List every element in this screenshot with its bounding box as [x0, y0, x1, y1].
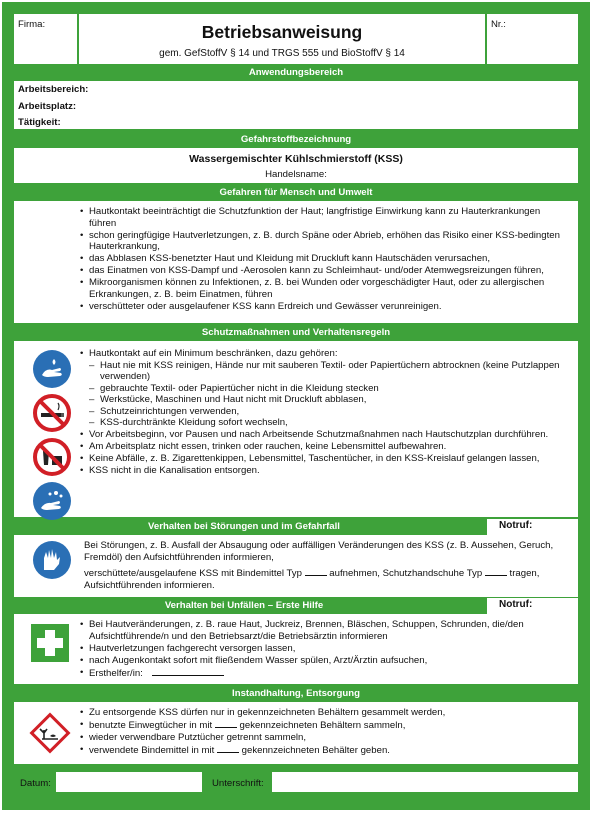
protection-list: [80, 348, 574, 477]
section-heading-schutz: Schutzmaßnahmen und Verhaltensregeln: [201, 327, 391, 338]
list-item: • benutzte Einwegtücher in mit gekennzeichneten Behältern sammeln,: [80, 719, 574, 732]
protection-sublist: [89, 360, 574, 429]
list-item: • Ersthelfer/in:: [80, 667, 574, 680]
no-smoking-icon: [32, 393, 72, 433]
stoerung-notruf-box: [487, 519, 578, 535]
sublist-item: – Haut nie mit KSS reinigen, Hände nur mit sauberen Textil- oder Papiertüchern abtrocknen (keine Putzlappen verwenden): [89, 360, 574, 383]
disposal-list: [80, 707, 574, 757]
unterschrift-label: Unterschrift:: [212, 778, 264, 789]
operating-instructions-sheet: [2, 2, 590, 810]
firma-label: Firma:: [18, 19, 46, 30]
list-item: • schon geringfügige Hautverletzungen, z. B. durch Späne oder Abrieb, erhöhen das Risiko einer KSS-bedingten Hauterkrankung,: [80, 230, 570, 253]
entsorgung-box: [14, 702, 578, 764]
section-heading-gefahrstoff: Gefahrstoffbezeichnung: [240, 134, 352, 145]
gefahren-box: [14, 201, 578, 323]
header-firma-box: [14, 14, 77, 64]
list-item: • Hautkontakt beeinträchtigt die Schutzfunktion der Haut; langfristige Einwirkung kann zu Hauterkrankungen führen: [80, 206, 570, 229]
signature-field[interactable]: [272, 772, 578, 792]
list-item: • verwendete Bindemittel in mit gekennzeichneten Behälter geben.: [80, 744, 574, 757]
unfall-notruf-box: [487, 598, 578, 614]
gefahrstoff-box: [14, 148, 578, 183]
stoerung-box: [14, 535, 578, 597]
header-nr-box: [487, 14, 578, 64]
list-item: • nach Augenkontakt sofort mit fließendem Wasser spülen, Arzt/Ärztin aufsuchen,: [80, 655, 574, 667]
blank-line: [215, 719, 237, 728]
list-item: • wieder verwendbare Putztücher getrennt sammeln,: [80, 732, 574, 744]
notruf-label: Notruf:: [499, 520, 533, 531]
unfall-box: [14, 614, 578, 684]
anwendung-box: [14, 81, 578, 129]
list-item: • Keine Abfälle, z. B. Zigarettenkippen, Lebensmittel, Taschentücher, in den KSS-Kreislauf gelangen lassen,: [80, 453, 574, 465]
gloves-icon: [32, 540, 72, 580]
list-item: • Zu entsorgende KSS dürfen nur in gekennzeichneten Behältern gesammelt werden,: [80, 707, 574, 719]
page-title: Betriebsanweisung: [201, 22, 363, 42]
notruf-label: Notruf:: [499, 599, 533, 610]
list-item: • das Einatmen von KSS-Dampf und -Aerosolen kann zu Schleimhaut- und/oder Atemwegsreizungen führen,: [80, 265, 570, 277]
sublist-item: – gebrauchte Textil- oder Papiertücher nicht in die Kleidung stecken: [89, 383, 574, 395]
sublist-item: – Schutzeinrichtungen verwenden,: [89, 406, 574, 418]
list-item: • verschütteter oder ausgelaufener KSS kann Erdreich und Gewässer verunreinigen.: [80, 301, 570, 313]
sublist-item: – Werkstücke, Maschinen und Haut nicht mit Druckluft abblasen,: [89, 394, 574, 406]
section-heading-entsorgung: Instandhaltung, Entsorgung: [232, 688, 360, 699]
list-item: • das Abblasen KSS-benetzter Haut und Kleidung mit Druckluft kann Hautschäden verursachen,: [80, 253, 570, 265]
arbeitsplatz-label: Arbeitsplatz:: [18, 101, 77, 112]
no-eating-drinking-icon: [32, 437, 72, 477]
skin-protection-icon: [32, 349, 72, 389]
first-aid-icon: [31, 624, 69, 662]
header-title-box: [79, 14, 485, 64]
list-item: • Hautverletzungen fachgerecht versorgen lassen,: [80, 643, 574, 655]
section-heading-anwendung: Anwendungsbereich: [248, 67, 344, 78]
blank-line: [305, 567, 327, 576]
first-aid-list: [80, 619, 574, 680]
hand-washing-icon: [32, 481, 72, 521]
list-item: • Mikroorganismen können zu Infektionen, z. B. bei Wunden oder vorgeschädigter Haut, oder zu allergischen Erkrankungen, z. B. beim Einatmen, führen: [80, 277, 570, 300]
nr-label: Nr.:: [491, 19, 506, 30]
arbeitsbereich-label: Arbeitsbereich:: [18, 84, 89, 95]
section-heading-gefahren: Gefahren für Mensch und Umwelt: [219, 187, 373, 198]
list-item: • Vor Arbeitsbeginn, vor Pausen und nach Arbeitsende Schutzmaßnahmen nach Hautschutzplan durchführen.: [80, 429, 574, 441]
blank-line: [217, 744, 239, 753]
sublist-item: – KSS-durchtränkte Kleidung sofort wechseln,: [89, 417, 574, 429]
section-heading-unfall: Verhalten bei Unfällen – Erste Hilfe: [164, 600, 324, 611]
blank-line: [485, 567, 507, 576]
environment-hazard-icon: [28, 711, 72, 755]
datum-label: Datum:: [20, 778, 51, 789]
list-item: • Bei Hautveränderungen, z. B. raue Haut, Juckreiz, Brennen, Bläschen, Schuppen, Schrunden, die/den Aufsichtführende/n und den Betriebsarzt/die Betriebsärztin informieren: [80, 619, 574, 642]
list-item: • Am Arbeitsplatz nicht essen, trinken oder rauchen, keine Lebensmittel aufbewahren.: [80, 441, 574, 453]
list-item: • Hautkontakt auf ein Minimum beschränken, dazu gehören: – Haut nie mit KSS reinigen, Hände nur mit sauberen Textil- oder Papiertüchern abtrocknen (keine Putzlappen verwenden) – gebrauchte Textil- oder Papiertücher nicht in die Kleidung stecken – Werkstücke, Maschinen und Haut nicht mit Druckluft abblasen, – Schutzeinrichtungen verwenden, – KSS-durchtränkte Kleidung sofort wechseln,: [80, 348, 574, 429]
stoerung-text: Bei Störungen, z. B. Ausfall der Absaugung oder auffälligen Veränderungen des KSS (z. B. Aussehen, Geruch, Fremdöl) den Aufsichtführenden informieren, verschüttete/ausgelaufene KSS mit Bindemittel Typ aufnehmen, Schutzhandschuhe Typ tragen, Aufsichtführenden informieren.: [84, 540, 554, 591]
list-item: • KSS nicht in die Kanalisation entsorgen.: [80, 465, 574, 477]
taetigkeit-label: Tätigkeit:: [18, 117, 61, 128]
page-subtitle: gem. GefStoffV § 14 und TRGS 555 und BioStoffV § 14: [159, 48, 405, 59]
hazards-list: [80, 206, 570, 313]
datum-field[interactable]: [56, 772, 202, 792]
section-heading-stoerung: Verhalten bei Störungen und im Gefahrfall: [148, 521, 340, 532]
handelsname-label: Handelsname:: [265, 168, 327, 180]
substance-name: Wassergemischter Kühlschmierstoff (KSS): [189, 153, 403, 165]
schutz-box: [14, 341, 578, 517]
ersthelfer-blank: [152, 667, 224, 676]
